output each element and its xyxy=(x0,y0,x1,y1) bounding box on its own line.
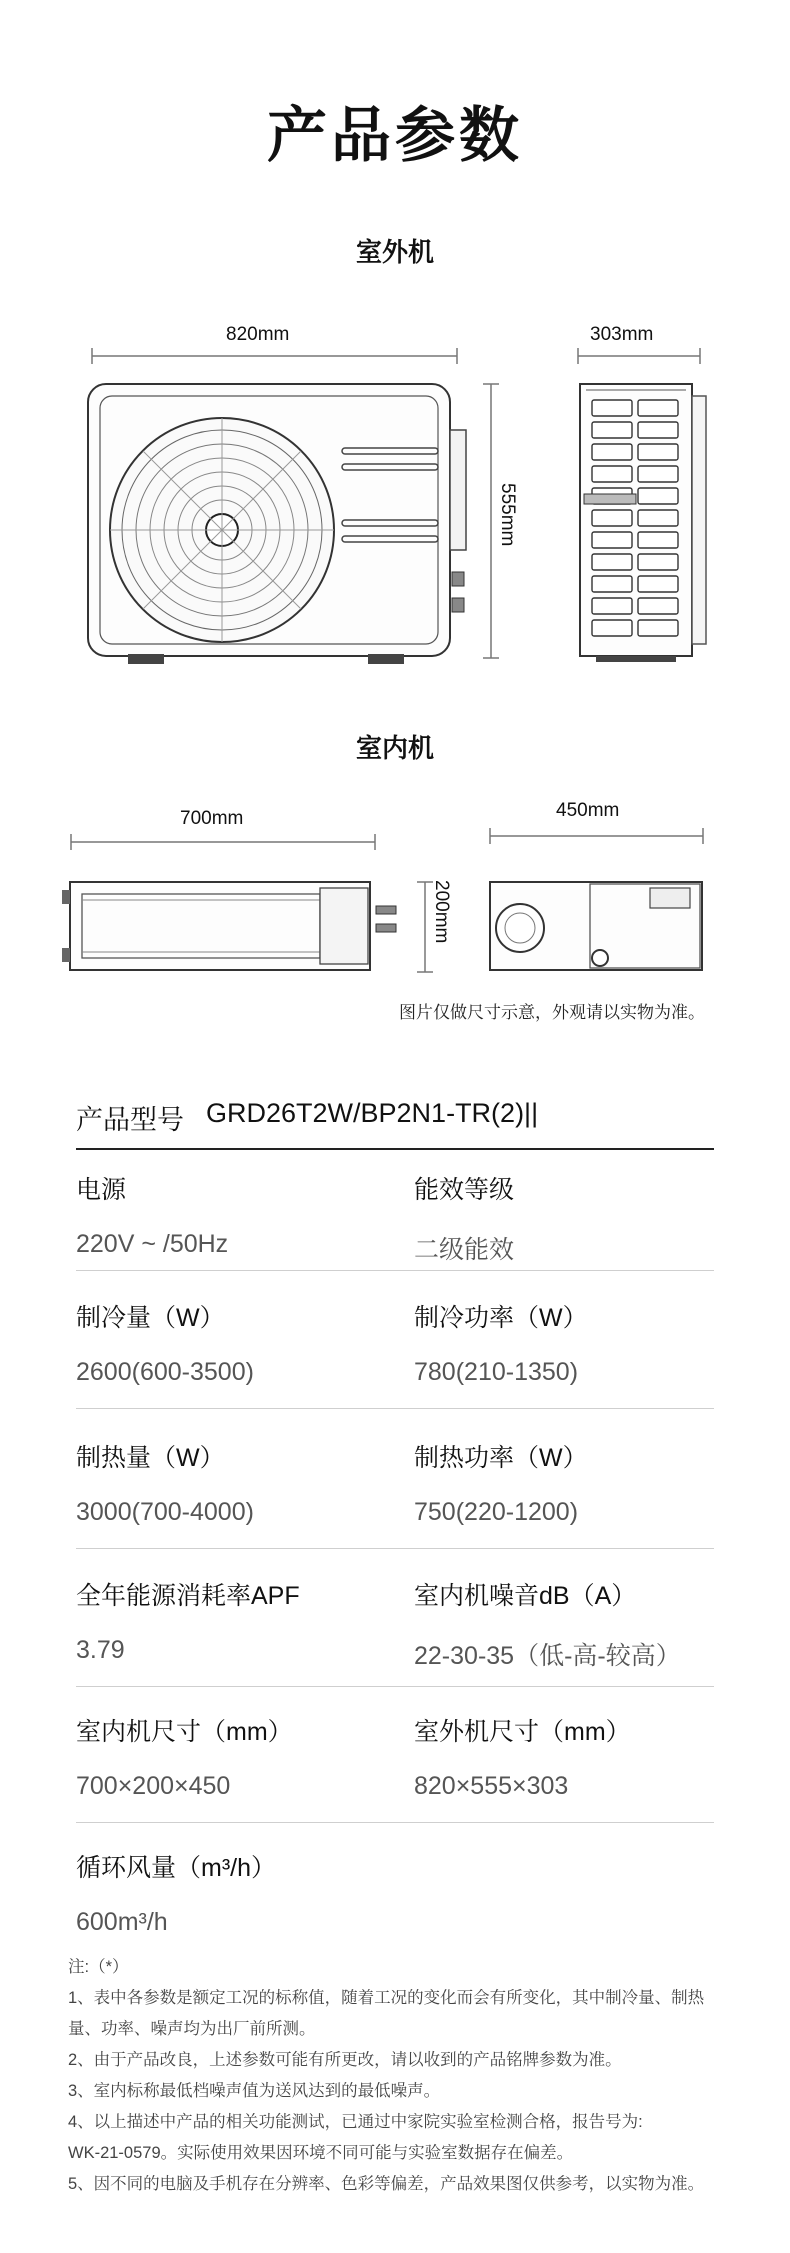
footnote-line: 量、功率、噪声均为出厂前所测。 xyxy=(68,2020,316,2038)
footnote-line: 4、以上描述中产品的相关功能测试，已通过中家院实验室检测合格，报告号为: xyxy=(68,2113,643,2131)
spec-cell xyxy=(414,1712,631,1801)
spec-value: 220V ~ /50Hz xyxy=(76,1230,229,1258)
spec-cell xyxy=(76,1298,254,1387)
spec-value: 750(220-1200) xyxy=(414,1498,579,1526)
page-title: 产品参数 xyxy=(267,102,523,169)
spec-cell xyxy=(76,1576,300,1665)
footnote-line: WK-21-0579。实际使用效果因环境不同可能与实验室数据存在偏差。 xyxy=(68,2144,574,2162)
spec-value: 二级能效 xyxy=(414,1236,515,1264)
spec-cell xyxy=(414,1438,588,1527)
spec-cell xyxy=(76,1438,254,1527)
indoor-depth-label: 450mm xyxy=(556,800,620,821)
spec-cell xyxy=(76,1170,228,1259)
spec-row xyxy=(76,1848,714,1940)
spec-key: 制冷功率（W） xyxy=(414,1304,588,1332)
spec-row xyxy=(76,1712,714,1823)
footnotes xyxy=(68,1952,738,2200)
outdoor-height-label: 555mm xyxy=(497,483,518,547)
spec-key: 室外机尺寸（mm） xyxy=(414,1718,631,1746)
spec-key: 室内机尺寸（mm） xyxy=(76,1718,293,1746)
footnote-line: 2、由于产品改良，上述参数可能有所更改，请以收到的产品铭牌参数为准。 xyxy=(68,2051,622,2069)
footnote-line: 3、室内标称最低档噪声值为送风达到的最低噪声。 xyxy=(68,2082,441,2100)
spec-key: 能效等级 xyxy=(414,1176,515,1204)
spec-cell xyxy=(414,1170,514,1266)
spec-row xyxy=(76,1576,714,1687)
outdoor-depth-label: 303mm xyxy=(590,324,654,345)
spec-row xyxy=(76,1438,714,1549)
indoor-unit-drawing xyxy=(0,0,790,1000)
spec-value: 600m³/h xyxy=(76,1908,168,1936)
spec-key: 制热量（W） xyxy=(76,1444,225,1472)
spec-value: 22-30-35（低-高-较高） xyxy=(414,1642,681,1670)
spec-row xyxy=(76,1298,714,1409)
spec-value: 2600(600-3500) xyxy=(76,1358,254,1386)
model-value: GRD26T2W/BP2N1-TR(2)|| xyxy=(206,1098,539,1128)
spec-key: 制热功率（W） xyxy=(414,1444,588,1472)
spec-cell xyxy=(414,1576,681,1672)
model-row xyxy=(76,1098,714,1150)
spec-value: 780(210-1350) xyxy=(414,1358,579,1386)
spec-value: 820×555×303 xyxy=(414,1772,569,1800)
spec-key: 制冷量（W） xyxy=(76,1304,225,1332)
indoor-height-label: 200mm xyxy=(431,880,452,944)
spec-key: 室内机噪音dB（A） xyxy=(414,1582,637,1610)
footnote-line: 5、因不同的电脑及手机存在分辨率、色彩等偏差，产品效果图仅供参考，以实物为准。 xyxy=(68,2175,705,2193)
model-key: 产品型号 xyxy=(76,1105,184,1135)
spec-value: 3000(700-4000) xyxy=(76,1498,254,1526)
footnote-line: 1、表中各参数是额定工况的标称值，随着工况的变化而会有所变化，其中制冷量、制热 xyxy=(68,1989,705,2007)
spec-key: 全年能源消耗率APF xyxy=(76,1582,300,1610)
indoor-width-label: 700mm xyxy=(180,808,244,829)
spec-key: 循环风量（m³/h） xyxy=(76,1854,277,1882)
outdoor-unit-label: 室外机 xyxy=(355,237,434,267)
spec-row xyxy=(76,1170,714,1271)
spec-value: 700×200×450 xyxy=(76,1772,231,1800)
indoor-unit-label: 室内机 xyxy=(355,733,434,763)
outdoor-width-label: 820mm xyxy=(226,324,290,345)
spec-value: 3.79 xyxy=(76,1636,125,1664)
spec-key: 电源 xyxy=(76,1176,127,1204)
footnote-line: 注:（*） xyxy=(68,1958,129,1976)
spec-cell xyxy=(76,1712,293,1801)
spec-cell xyxy=(76,1848,276,1937)
spec-cell xyxy=(414,1298,588,1387)
image-disclaimer: 图片仅做尺寸示意，外观请以实物为准。 xyxy=(399,1003,705,1022)
